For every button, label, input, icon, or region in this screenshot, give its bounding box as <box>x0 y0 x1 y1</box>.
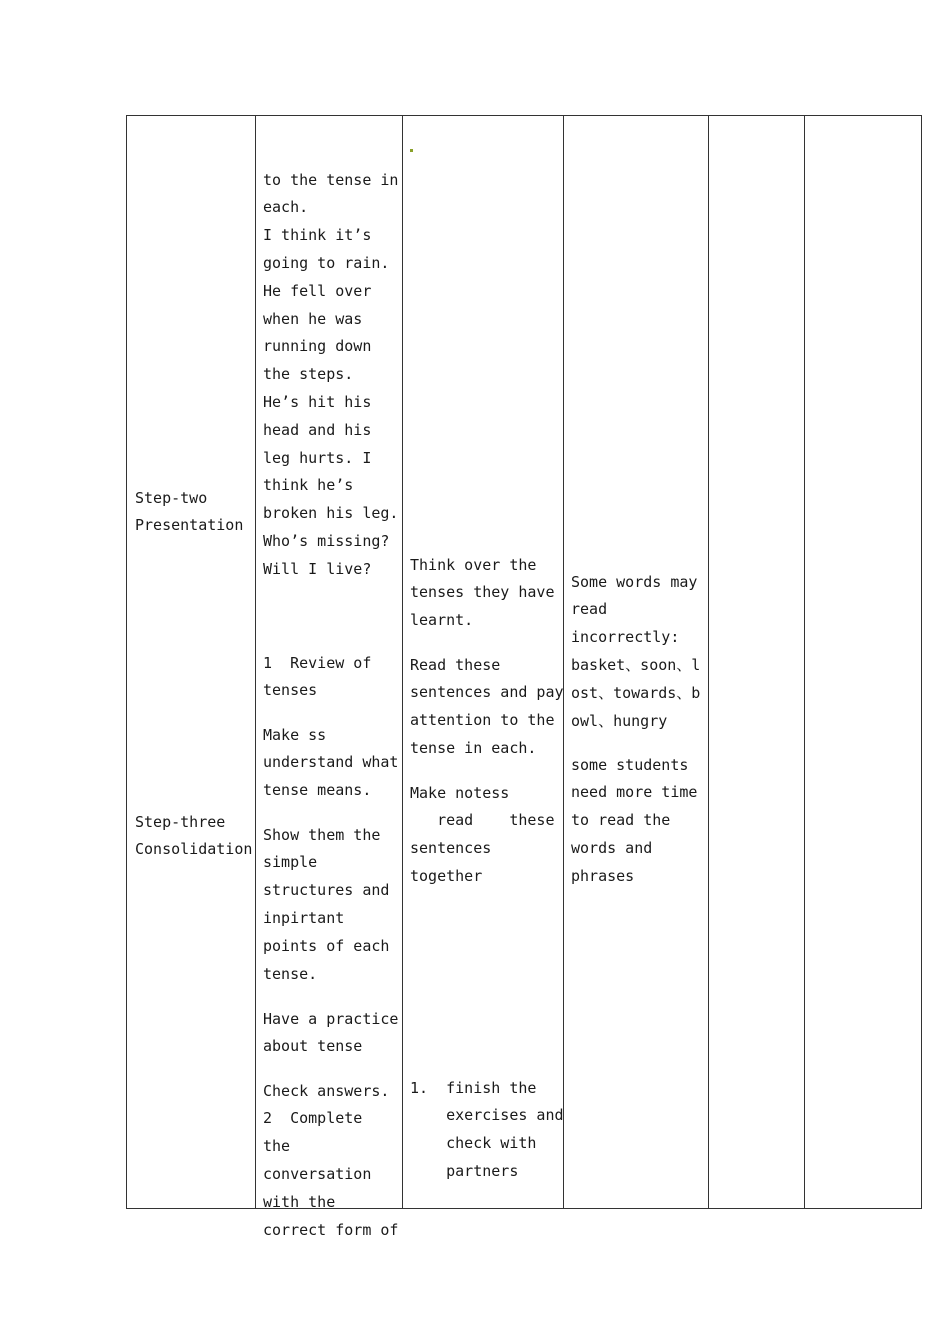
column-divider <box>804 116 805 1208</box>
column-divider <box>255 116 256 1208</box>
review-of-tenses: 1 Review of tenses <box>263 653 372 700</box>
show-structures: Show them the simple structures and inpirtant points of each tense. <box>263 825 390 983</box>
step-three-label: Step-three Consolidation <box>135 812 253 859</box>
make-ss-understand: Make ss understand what tense means. <box>263 725 399 800</box>
step-two-label: Step-two Presentation <box>135 488 244 535</box>
check-answers: Check answers. 2 Complete the conversation with the correct form of <box>263 1081 399 1239</box>
example-sentences: to the tense in each. I think it’s going to rain. He fell over when he was running down the steps. He’s hit his head and his leg hurts. I think he’s broken his leg. Who’s missing? Will I live? <box>263 170 399 578</box>
stray-mark <box>410 149 413 152</box>
some-students-note: some students need more time to read the words and phrases <box>571 755 698 885</box>
think-over-tenses: Think over the tenses they have learnt. <box>410 555 555 630</box>
finish-exercises: 1. finish the exercises and check with partners <box>410 1078 564 1180</box>
make-notes: Make notess read these sentences together <box>410 783 555 885</box>
practice-about-tense: Have a practice about tense <box>263 1009 399 1056</box>
read-these-sentences: Read these sentences and pay attention to the tense in each. <box>410 655 564 757</box>
column-divider <box>402 116 403 1208</box>
column-divider <box>708 116 709 1208</box>
some-words-note: Some words may read incorrectly: basket、soon、l ost、towards、b owl、hungry <box>571 572 701 730</box>
